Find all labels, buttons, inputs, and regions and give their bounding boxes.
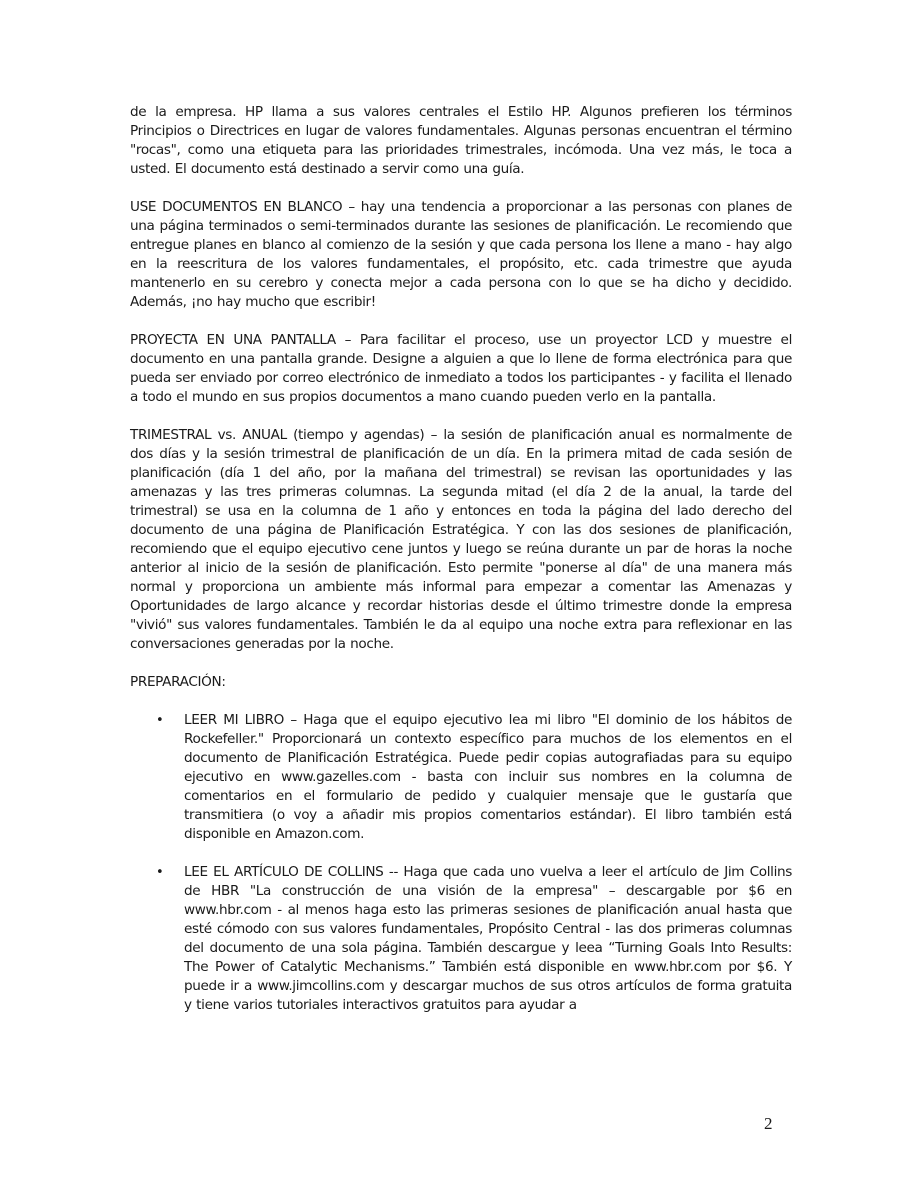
bullet-icon: • <box>156 865 164 880</box>
list-item-collins-article <box>130 863 792 1015</box>
bullet-icon: • <box>156 713 164 728</box>
paragraph-blank-documents: USE DOCUMENTOS EN BLANCO – hay una tendencia a proporcionar a las personas con planes de una página terminados o semi-terminados durante las sesiones de planificación. Le recomiendo que entregue planes en blanco al comienzo de la sesión y que cada persona los llene a mano - hay algo en la reescritura de los valores fundamentales, el propósito, etc. cada trimestre que ayuda mantenerlo en su cerebro y conecta mejor a cada persona con lo que se ha dicho y decidido. Además, ¡no hay mucho que escribir! <box>130 199 792 310</box>
preparation-list <box>130 711 792 1015</box>
paragraph-project-screen: PROYECTA EN UNA PANTALLA – Para facilitar el proceso, use un proyector LCD y muestre el documento en una pantalla grande. Designe a alguien a que lo llene de forma electrónica para que pueda ser enviado por correo electrónico de inmediato a todos los participantes - y facilita el llenado a todo el mundo en sus propios documentos a mano cuando pueden verlo en la pantalla. <box>130 332 792 405</box>
paragraph-core-values: de la empresa. HP llama a sus valores centrales el Estilo HP. Algunos prefieren los términos Principios o Directrices en lugar de valores fundamentales. Algunas personas encuentran el término "rocas", como una etiqueta para las prioridades trimestrales, incómoda. Una vez más, le toca a usted. El documento está destinado a servir como una guía. <box>130 104 792 177</box>
list-item-text: LEE EL ARTÍCULO DE COLLINS -- Haga que cada uno vuelva a leer el artículo de Jim Collins de HBR "La construcción de una visión de la empresa" – descargable por $6 en www.hbr.com - al menos haga esto las primeras sesiones de planificación anual hasta que esté cómodo con sus valores fundamentales, Propósito Central - las dos primeras columnas del documento de una sola página. También descargue y leea “Turning Goals Into Results: The Power of Catalytic Mechanisms.” También está disponible en www.hbr.com por $6. Y puede ir a www.jimcollins.com y descargar muchos de sus otros artículos de forma gratuita y tiene varios tutoriales interactivos gratuitos para ayudar a <box>184 864 792 1013</box>
list-item-text: LEER MI LIBRO – Haga que el equipo ejecutivo lea mi libro "El dominio de los hábitos de Rockefeller." Proporcionará un contexto específico para muchos de los elementos en el documento de Planificación Estratégica. Puede pedir copias autografiadas para su equipo ejecutivo en www.gazelles.com - basta con incluir sus nombres en la columna de comentarios en el formulario de pedido y cualquier mensaje que le gustaría que transmitiera (o voy a añadir mis propios comentarios estándar). El libro también está disponible en Amazon.com. <box>184 712 792 842</box>
section-heading-preparation: PREPARACIÓN: <box>130 674 226 690</box>
list-item-read-book <box>130 711 792 844</box>
page-number: 2 <box>764 1114 773 1133</box>
document-page <box>130 103 792 1034</box>
paragraph-quarterly-vs-annual: TRIMESTRAL vs. ANUAL (tiempo y agendas) – la sesión de planificación anual es normalmente de dos días y la sesión trimestral de planificación de un día. En la primera mitad de cada sesión de planificación (día 1 del año, por la mañana del trimestral) se revisan las oportunidades y las amenazas y las tres primeras columnas. La segunda mitad (el día 2 de la anual, la tarde del trimestral) se usa en la columna de 1 año y entonces en toda la página del lado derecho del documento de una página de Planificación Estratégica. Y con las dos sesiones de planificación, recomiendo que el equipo ejecutivo cene juntos y luego se reúna durante un par de horas la noche anterior al inicio de la sesión de planificación. Esto permite "ponerse al día" de una manera más normal y proporciona un ambiente más informal para empezar a comentar las Amenazas y Oportunidades de largo alcance y recordar historias desde el último trimestre donde la empresa "vivió" sus valores fundamentales. También le da al equipo una noche extra para reflexionar en las conversaciones generadas por la noche. <box>130 427 792 652</box>
